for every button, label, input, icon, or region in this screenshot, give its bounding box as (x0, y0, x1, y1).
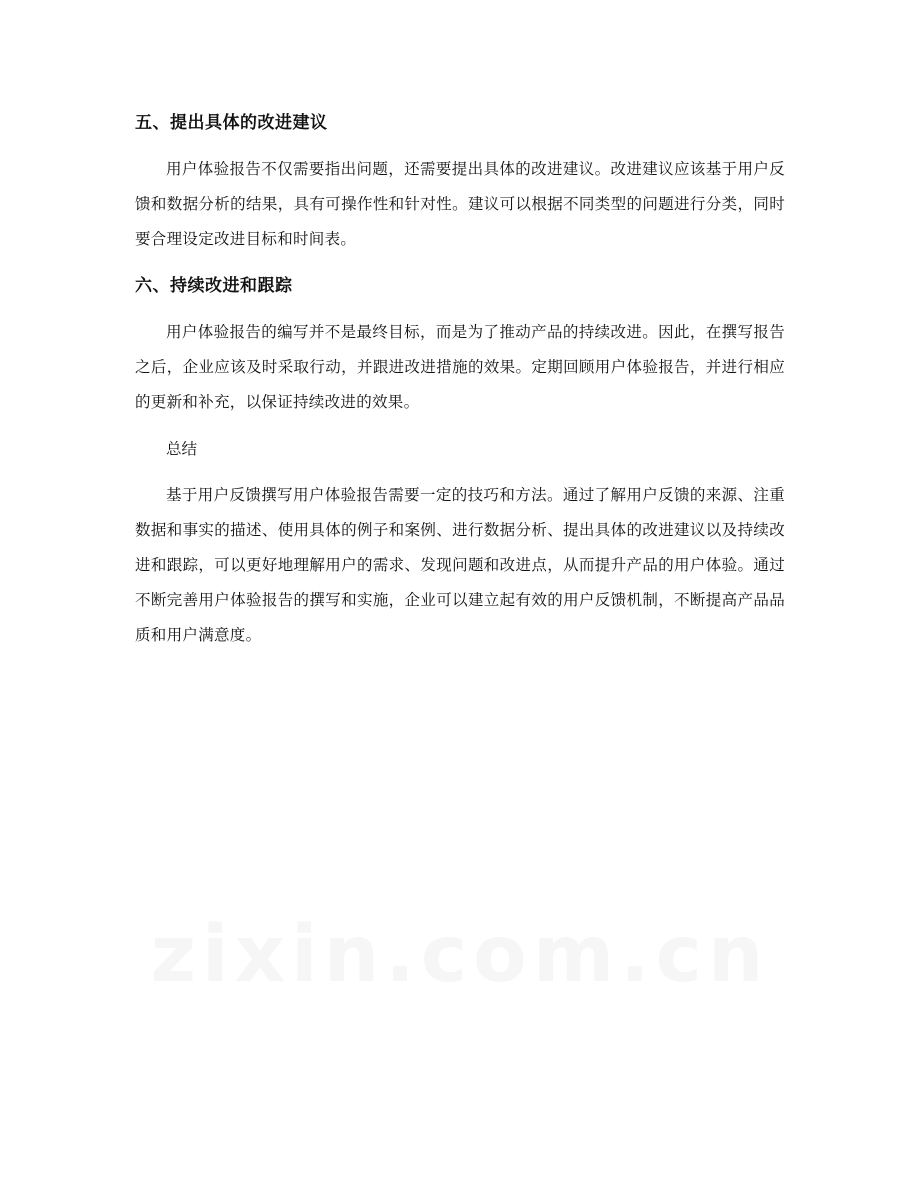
section-heading: 六、持续改进和跟踪 (135, 276, 293, 296)
section-continuous-improvement (135, 271, 785, 420)
summary-label: 总结 (166, 440, 198, 458)
section-summary (135, 434, 785, 653)
section-heading: 五、提出具体的改进建议 (135, 113, 328, 133)
document-content (135, 108, 785, 667)
summary-paragraph: 基于用户反馈撰写用户体验报告需要一定的技巧和方法。通过了解用户反馈的来源、注重数据和事实的描述、使用具体的例子和案例、进行数据分析、提出具体的改进建议以及持续改进和跟踪，可以更好地理解用户的需求、发现问题和改进点，从而提升产品的用户体验。通过不断完善用户体验报告的撰写和实施，企业可以建立起有效的用户反馈机制，不断提高产品品质和用户满意度。 (135, 486, 785, 644)
watermark: zixin.com.cn (150, 910, 770, 1000)
section-paragraph: 用户体验报告的编写并不是最终目标，而是为了推动产品的持续改进。因此，在撰写报告之后，企业应该及时采取行动，并跟进改进措施的效果。定期回顾用户体验报告，并进行相应的更新和补充，以保证持续改进的效果。 (135, 323, 785, 411)
section-paragraph: 用户体验报告不仅需要指出问题，还需要提出具体的改进建议。改进建议应该基于用户反馈和数据分析的结果，具有可操作性和针对性。建议可以根据不同类型的问题进行分类，同时要合理设定改进目标和时间表。 (135, 160, 785, 248)
section-improvement-suggestions (135, 108, 785, 257)
